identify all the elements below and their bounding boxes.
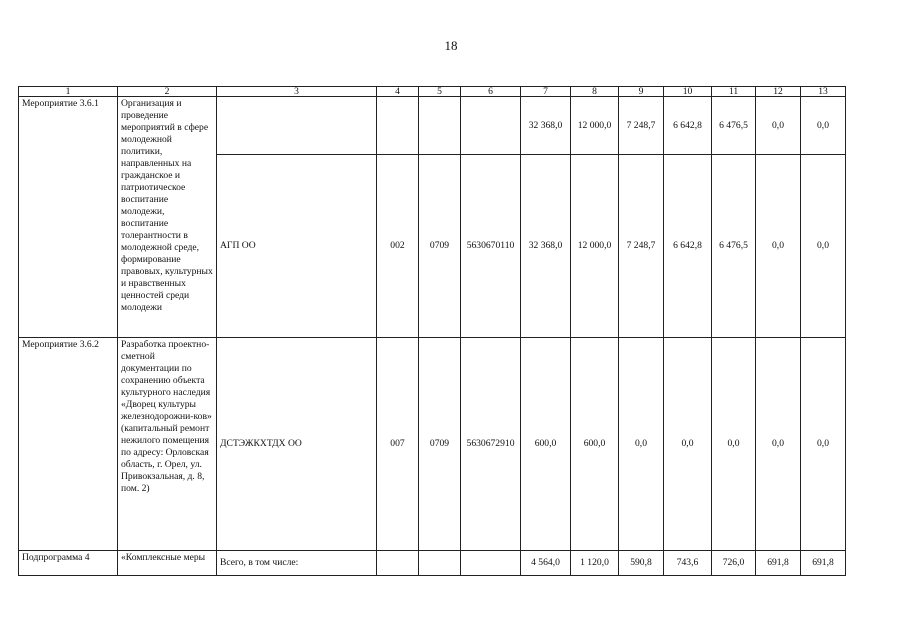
row-rzpr [419, 551, 461, 576]
column-header: 6 [461, 87, 521, 97]
row-value-9: 590,8 [619, 551, 664, 576]
row-value-13: 691,8 [801, 551, 846, 576]
column-header: 4 [377, 87, 419, 97]
row-value-9: 0,0 [619, 338, 664, 551]
table-row [19, 338, 846, 551]
row-value-7: 600,0 [521, 338, 571, 551]
row-rzpr [419, 97, 461, 155]
row-description: «Комплексные меры [118, 551, 217, 576]
row-value-12: 0,0 [756, 97, 801, 155]
row-description: Организация и проведение мероприятий в сфере молодежной политики, направленных на гражданское и патриотическое воспитание молодежи, воспитание толерантности в молодежной среде, формирование правовых, культурных и нравственных ценностей среди молодежи [118, 97, 217, 338]
row-value-11: 726,0 [712, 551, 756, 576]
column-header: 3 [217, 87, 377, 97]
row-name: Мероприятие 3.6.1 [19, 97, 118, 338]
row-value-12: 691,8 [756, 551, 801, 576]
row-name: Мероприятие 3.6.2 [19, 338, 118, 551]
row-executor: ДСТЭЖКХТДХ ОО [217, 338, 377, 551]
row-value-8: 1 120,0 [571, 551, 619, 576]
row-executor [217, 97, 377, 155]
row-grbs [377, 97, 419, 155]
row-value-8: 12 000,0 [571, 155, 619, 338]
page-number: 18 [444, 38, 458, 53]
row-value-9: 7 248,7 [619, 155, 664, 338]
row-value-12: 0,0 [756, 338, 801, 551]
row-value-12: 0,0 [756, 155, 801, 338]
row-grbs: 007 [377, 338, 419, 551]
row-value-13: 0,0 [801, 338, 846, 551]
row-value-13: 0,0 [801, 155, 846, 338]
column-header: 12 [756, 87, 801, 97]
row-value-11: 6 476,5 [712, 97, 756, 155]
table-row [19, 97, 846, 155]
column-header: 10 [664, 87, 712, 97]
row-value-10: 6 642,8 [664, 97, 712, 155]
row-value-7: 32 368,0 [521, 97, 571, 155]
row-csr: 5630672910 [461, 338, 521, 551]
row-value-11: 0,0 [712, 338, 756, 551]
column-header: 7 [521, 87, 571, 97]
row-description: Разработка проектно-сметной документации по сохранению объекта культурного наследия «Дворец культуры железнодорожни-ков» (капитальный ремонт нежилого помещения по адресу: Орловская область, г. Орел, ул. Привокзальная, д. 8, пом. 2) [118, 338, 217, 551]
column-header: 13 [801, 87, 846, 97]
row-value-10: 743,6 [664, 551, 712, 576]
row-value-9: 7 248,7 [619, 97, 664, 155]
column-header: 9 [619, 87, 664, 97]
budget-table [18, 86, 846, 576]
table-row [19, 551, 846, 576]
row-value-8: 12 000,0 [571, 97, 619, 155]
row-value-10: 6 642,8 [664, 155, 712, 338]
row-rzpr: 0709 [419, 155, 461, 338]
row-name: Подпрограмма 4 [19, 551, 118, 576]
column-header: 5 [419, 87, 461, 97]
row-executor: АГП ОО [217, 155, 377, 338]
row-rzpr: 0709 [419, 338, 461, 551]
row-grbs [377, 551, 419, 576]
column-header: 8 [571, 87, 619, 97]
row-csr [461, 551, 521, 576]
row-executor: Всего, в том числе: [217, 551, 377, 576]
row-csr [461, 97, 521, 155]
row-value-13: 0,0 [801, 97, 846, 155]
row-value-8: 600,0 [571, 338, 619, 551]
row-csr: 5630670110 [461, 155, 521, 338]
header-row [19, 87, 846, 97]
column-header: 1 [19, 87, 118, 97]
row-value-10: 0,0 [664, 338, 712, 551]
row-grbs: 002 [377, 155, 419, 338]
column-header: 2 [118, 87, 217, 97]
column-header: 11 [712, 87, 756, 97]
row-value-7: 4 564,0 [521, 551, 571, 576]
row-value-11: 6 476,5 [712, 155, 756, 338]
row-value-7: 32 368,0 [521, 155, 571, 338]
